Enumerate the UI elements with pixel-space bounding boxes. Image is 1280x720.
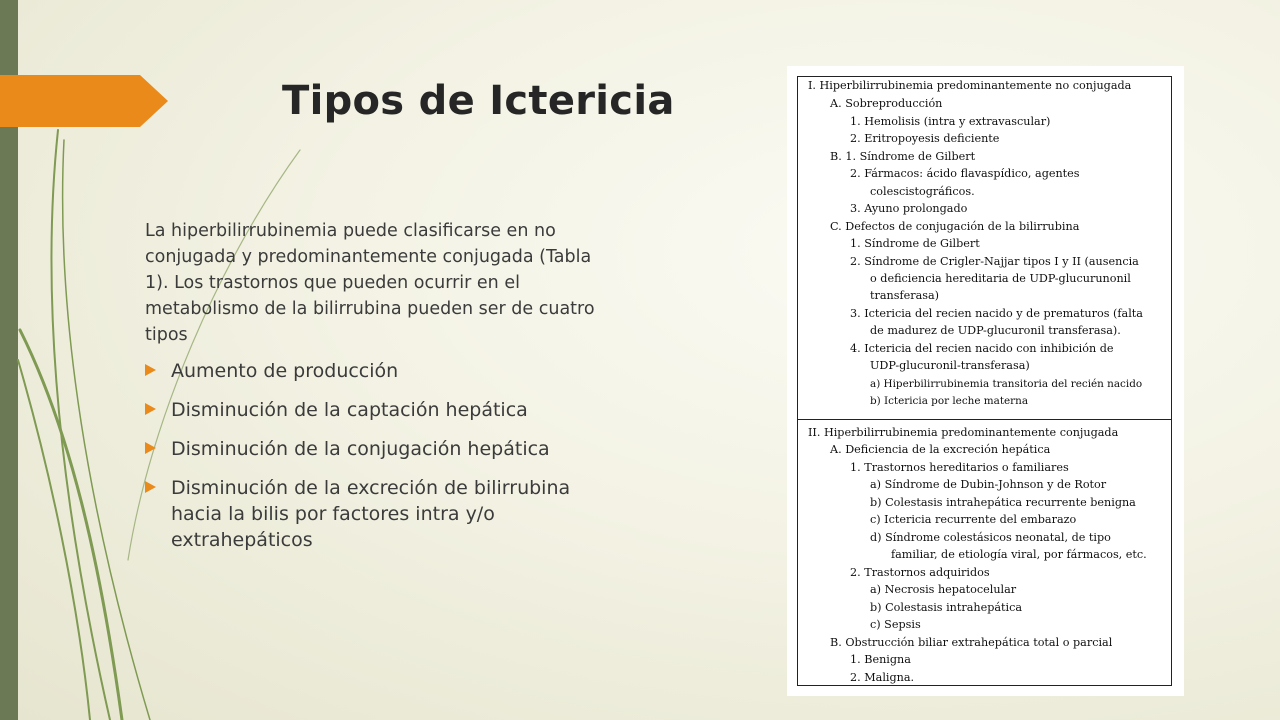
table-row: 1. Trastornos hereditarios o familiares [850, 461, 1069, 474]
table-row: a) Necrosis hepatocelular [870, 583, 1017, 596]
table-row: 2. Trastornos adquiridos [850, 566, 990, 579]
bullet-text: Aumento de producción [171, 360, 399, 382]
bullet-list [145, 358, 615, 553]
table-row: 4. Ictericia del recien nacido con inhibición de [850, 342, 1114, 355]
table-row: a) Síndrome de Dubin-Johnson y de Rotor [870, 478, 1107, 491]
table-row: familiar, de etiología viral, por fármacos, etc. [891, 548, 1147, 561]
bullet-text: Disminución de la excreción de bilirrubina hacia la bilis por factores intra y/o extrahepáticos [171, 477, 571, 551]
bullet-item [145, 397, 615, 423]
table-row: 2. Fármacos: ácido flavaspídico, agentes [850, 167, 1080, 180]
table-row: 3. Ictericia del recien nacido y de prematuros (falta [850, 307, 1143, 320]
bullet-item [145, 358, 615, 384]
table-row: B. Obstrucción biliar extrahepática total o parcial [830, 636, 1113, 649]
title-accent-arrow [0, 75, 168, 127]
table-row: a) Hiperbilirrubinemia transitoria del recién nacido [870, 378, 1143, 390]
table-row: c) Sepsis [870, 618, 921, 631]
table-row: transferasa) [870, 289, 940, 302]
bullet-text: Disminución de la conjugación hepática [171, 438, 550, 460]
table-section-divider [798, 419, 1171, 420]
table-row: 1. Benigna [850, 653, 911, 666]
triangle-bullet-icon [145, 442, 156, 454]
triangle-bullet-icon [145, 364, 156, 376]
table-row: B. 1. Síndrome de Gilbert [830, 150, 976, 163]
table-row: A. Deficiencia de la excreción hepática [830, 443, 1051, 456]
classification-table-image [787, 66, 1184, 696]
intro-paragraph: La hiperbilirrubinemia puede clasificarse en no conjugada y predominantemente conjugada (Tabla 1). Los trastornos que pueden ocurrir en el metabolismo de la bilirrubina pueden ser de cuatro tipos [145, 221, 595, 345]
table-row: 2. Síndrome de Crigler-Najjar tipos I y II (ausencia [850, 255, 1139, 268]
bullet-item [145, 436, 615, 462]
triangle-bullet-icon [145, 481, 156, 493]
table-row: b) Ictericia por leche materna [870, 395, 1029, 407]
table-row: de madurez de UDP-glucuronil transferasa). [870, 324, 1121, 337]
table-row: colescistográficos. [870, 185, 975, 198]
table-row: b) Colestasis intrahepática [870, 601, 1023, 614]
table-row: d) Síndrome colestásicos neonatal, de tipo [870, 531, 1111, 544]
table-row: I. Hiperbilirrubinemia predominantemente no conjugada [808, 79, 1132, 92]
table-row: A. Sobreproducción [830, 97, 943, 110]
table-row: 3. Ayuno prolongado [850, 202, 968, 215]
table-row: 1. Hemolisis (intra y extravascular) [850, 115, 1051, 128]
table-row: UDP-glucuronil-transferasa) [870, 359, 1030, 372]
slide-title: Tipos de Ictericia [282, 78, 675, 124]
table-row: o deficiencia hereditaria de UDP-glucurunonil [870, 272, 1131, 285]
table-row: c) Ictericia recurrente del embarazo [870, 513, 1077, 526]
table-row: b) Colestasis intrahepática recurrente benigna [870, 496, 1136, 509]
bullet-text: Disminución de la captación hepática [171, 399, 528, 421]
table-row: II. Hiperbilirrubinemia predominantemente conjugada [808, 426, 1119, 439]
triangle-bullet-icon [145, 403, 156, 415]
table-row: C. Defectos de conjugación de la bilirrubina [830, 220, 1080, 233]
bullet-item [145, 475, 615, 553]
slide-body [145, 218, 615, 566]
table-row: 1. Síndrome de Gilbert [850, 237, 980, 250]
table-row: 2. Eritropoyesis deficiente [850, 132, 1000, 145]
table-row: 2. Maligna. [850, 671, 915, 684]
